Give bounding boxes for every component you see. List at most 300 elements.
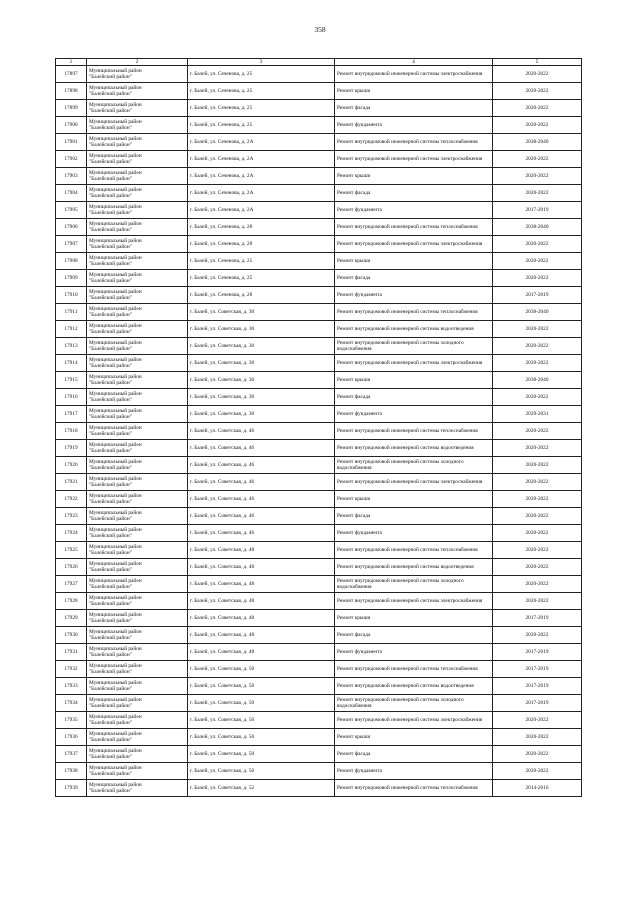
planned-period: 2017-2019	[493, 661, 582, 678]
municipality-type: Муниципальный район	[89, 289, 142, 295]
table-row	[56, 168, 582, 185]
municipality-type: Муниципальный район	[89, 646, 142, 652]
address: г. Балей, ул. Советская, д. 48	[188, 576, 335, 593]
work-type: Ремонт внутридомовой инженерной системы теплоснабжения	[335, 304, 493, 321]
address: г. Балей, ул. Советская, д. 30	[188, 406, 335, 423]
municipality	[87, 644, 188, 661]
work-type: Ремонт фундамента	[335, 117, 493, 134]
address: г. Балей, ул. Советская, д. 50	[188, 695, 335, 712]
planned-period: 2017-2019	[493, 644, 582, 661]
work-type: Ремонт крыши	[335, 253, 493, 270]
municipality	[87, 491, 188, 508]
planned-period: 2020-2022	[493, 253, 582, 270]
table-header-row	[56, 59, 582, 66]
row-number: 17910	[56, 287, 87, 304]
municipality-type: Муниципальный район	[89, 731, 142, 737]
municipality	[87, 474, 188, 491]
municipality	[87, 151, 188, 168]
municipality	[87, 695, 188, 712]
municipality-type: Муниципальный район	[89, 493, 142, 499]
municipality	[87, 100, 188, 117]
municipality-type: Муниципальный район	[89, 221, 142, 227]
work-type: Ремонт крыши	[335, 168, 493, 185]
planned-period: 2038-2040	[493, 304, 582, 321]
planned-period: 2020-2022	[493, 746, 582, 763]
municipality-name: "Балейский район"	[89, 414, 132, 421]
address: г. Балей, ул. Советская, д. 48	[188, 593, 335, 610]
planned-period: 2020-2022	[493, 321, 582, 338]
table-row	[56, 151, 582, 168]
municipality	[87, 440, 188, 457]
table-row	[56, 185, 582, 202]
municipality	[87, 712, 188, 729]
municipality	[87, 202, 188, 219]
row-number: 17904	[56, 185, 87, 202]
municipality-type: Муниципальный район	[89, 527, 142, 533]
work-type: Ремонт внутридомовой инженерной системы электроснабжения	[335, 355, 493, 372]
municipality-name: "Балейский район"	[89, 686, 132, 693]
municipality	[87, 457, 188, 474]
municipality-type: Муниципальный район	[89, 561, 142, 567]
planned-period: 2014-2016	[493, 780, 582, 797]
municipality-name: "Балейский район"	[89, 550, 132, 557]
municipality	[87, 593, 188, 610]
municipality-type: Муниципальный район	[89, 170, 142, 176]
table-row	[56, 729, 582, 746]
address: г. Балей, ул. Советская, д. 30	[188, 389, 335, 406]
municipality	[87, 389, 188, 406]
municipality-name: "Балейский район"	[89, 125, 132, 132]
municipality-name: "Балейский район"	[89, 329, 132, 336]
municipality-name: "Балейский район"	[89, 227, 132, 234]
work-type: Ремонт внутридомовой инженерной системы теплоснабжения	[335, 542, 493, 559]
address: г. Балей, ул. Советская, д. 30	[188, 372, 335, 389]
planned-period: 2020-2022	[493, 440, 582, 457]
address: г. Балей, ул. Советская, д. 50	[188, 746, 335, 763]
row-number: 17898	[56, 83, 87, 100]
municipality-type: Муниципальный район	[89, 323, 142, 329]
work-type: Ремонт внутридомовой инженерной системы холодного водоснабжения	[335, 338, 493, 355]
municipality-type: Муниципальный район	[89, 85, 142, 91]
table-row	[56, 780, 582, 797]
municipality-name: "Балейский район"	[89, 533, 132, 540]
planned-period: 2020-2022	[493, 338, 582, 355]
work-type: Ремонт фундамента	[335, 525, 493, 542]
address: г. Балей, ул. Советская, д. 30	[188, 338, 335, 355]
work-type: Ремонт внутридомовой инженерной системы теплоснабжения	[335, 219, 493, 236]
municipality-type: Муниципальный район	[89, 425, 142, 431]
municipality-name: "Балейский район"	[89, 720, 132, 727]
municipality	[87, 780, 188, 797]
work-type: Ремонт крыши	[335, 729, 493, 746]
municipality-name: "Балейский район"	[89, 482, 132, 489]
municipality-type: Муниципальный район	[89, 68, 142, 74]
row-number: 17908	[56, 253, 87, 270]
row-number: 17921	[56, 474, 87, 491]
municipality-type: Муниципальный район	[89, 476, 142, 482]
table-row	[56, 83, 582, 100]
table-row	[56, 457, 582, 474]
municipality	[87, 610, 188, 627]
municipality-name: "Балейский район"	[89, 771, 132, 778]
table-row	[56, 508, 582, 525]
row-number: 17914	[56, 355, 87, 372]
address: г. Балей, ул. Сеченова, д. 25	[188, 83, 335, 100]
row-number: 17929	[56, 610, 87, 627]
row-number: 17916	[56, 389, 87, 406]
table-row	[56, 695, 582, 712]
municipality-type: Муниципальный район	[89, 306, 142, 312]
planned-period: 2020-2022	[493, 491, 582, 508]
row-number: 17930	[56, 627, 87, 644]
planned-period: 2020-2022	[493, 389, 582, 406]
table-row	[56, 593, 582, 610]
row-number: 17937	[56, 746, 87, 763]
table-row	[56, 372, 582, 389]
work-type: Ремонт внутридомовой инженерной системы электроснабжения	[335, 66, 493, 83]
address: г. Балей, ул. Сеченова, д. 2А	[188, 151, 335, 168]
row-number: 17931	[56, 644, 87, 661]
municipality	[87, 355, 188, 372]
table-row	[56, 491, 582, 508]
address: г. Балей, ул. Советская, д. 46	[188, 491, 335, 508]
row-number: 17936	[56, 729, 87, 746]
address: г. Балей, ул. Советская, д. 50	[188, 712, 335, 729]
work-type: Ремонт внутридомовой инженерной системы холодного водоснабжения	[335, 695, 493, 712]
page-number: 358	[314, 25, 326, 34]
planned-period: 2029-2031	[493, 406, 582, 423]
table-row	[56, 304, 582, 321]
planned-period: 2020-2022	[493, 474, 582, 491]
address: г. Балей, ул. Сеченова, д. 25	[188, 270, 335, 287]
work-type: Ремонт фундамента	[335, 644, 493, 661]
row-number: 17934	[56, 695, 87, 712]
work-type: Ремонт внутридомовой инженерной системы электроснабжения	[335, 474, 493, 491]
planned-period: 2020-2022	[493, 508, 582, 525]
table-row	[56, 406, 582, 423]
municipality	[87, 236, 188, 253]
municipality-name: "Балейский район"	[89, 295, 132, 302]
municipality-type: Муниципальный район	[89, 714, 142, 720]
address: г. Балей, ул. Сеченова, д. 25	[188, 100, 335, 117]
table-row	[56, 423, 582, 440]
municipality-name: "Балейский район"	[89, 431, 132, 438]
address: г. Балей, ул. Советская, д. 46	[188, 440, 335, 457]
table-row	[56, 627, 582, 644]
row-number: 17906	[56, 219, 87, 236]
address: г. Балей, ул. Советская, д. 46	[188, 508, 335, 525]
municipality	[87, 321, 188, 338]
municipality-name: "Балейский район"	[89, 159, 132, 166]
table-row	[56, 678, 582, 695]
municipality	[87, 525, 188, 542]
municipality	[87, 627, 188, 644]
address: г. Балей, ул. Советская, д. 30	[188, 355, 335, 372]
municipality-name: "Балейский район"	[89, 142, 132, 149]
address: г. Балей, ул. Советская, д. 48	[188, 542, 335, 559]
municipality-type: Муниципальный район	[89, 408, 142, 414]
work-type: Ремонт фундамента	[335, 287, 493, 304]
municipality	[87, 542, 188, 559]
address: г. Балей, ул. Сеченова, д. 28	[188, 219, 335, 236]
municipality-name: "Балейский район"	[89, 516, 132, 523]
planned-period: 2017-2019	[493, 202, 582, 219]
municipality-name: "Балейский район"	[89, 788, 132, 795]
row-number: 17923	[56, 508, 87, 525]
address: г. Балей, ул. Советская, д. 50	[188, 763, 335, 780]
column-header: 3	[188, 59, 335, 66]
municipality	[87, 304, 188, 321]
table-row	[56, 576, 582, 593]
address: г. Балей, ул. Советская, д. 48	[188, 610, 335, 627]
row-number: 17933	[56, 678, 87, 695]
table-row	[56, 712, 582, 729]
work-type: Ремонт фасада	[335, 100, 493, 117]
municipality	[87, 219, 188, 236]
municipality-name: "Балейский район"	[89, 618, 132, 625]
work-type: Ремонт внутридомовой инженерной системы холодного водоснабжения	[335, 576, 493, 593]
planned-period: 2020-2022	[493, 236, 582, 253]
planned-period: 2017-2019	[493, 287, 582, 304]
municipality-name: "Балейский район"	[89, 261, 132, 268]
municipality	[87, 134, 188, 151]
work-type: Ремонт внутридомовой инженерной системы холодного водоснабжения	[335, 457, 493, 474]
planned-period: 2017-2019	[493, 695, 582, 712]
work-type: Ремонт внутридомовой инженерной системы водоотведения	[335, 678, 493, 695]
address: г. Балей, ул. Советская, д. 50	[188, 678, 335, 695]
municipality-name: "Балейский район"	[89, 278, 132, 285]
planned-period: 2020-2022	[493, 627, 582, 644]
table-row	[56, 321, 582, 338]
work-type: Ремонт внутридомовой инженерной системы электроснабжения	[335, 712, 493, 729]
work-type: Ремонт фундамента	[335, 763, 493, 780]
municipality-name: "Балейский район"	[89, 584, 132, 591]
work-type: Ремонт внутридомовой инженерной системы электроснабжения	[335, 151, 493, 168]
municipality	[87, 508, 188, 525]
municipality-type: Муниципальный район	[89, 272, 142, 278]
municipality	[87, 559, 188, 576]
municipality-type: Муниципальный район	[89, 204, 142, 210]
municipality	[87, 746, 188, 763]
table-row	[56, 117, 582, 134]
table-row	[56, 270, 582, 287]
work-type: Ремонт крыши	[335, 372, 493, 389]
row-number: 17938	[56, 763, 87, 780]
repair-schedule-table	[55, 58, 582, 797]
municipality-name: "Балейский район"	[89, 363, 132, 370]
municipality-type: Муниципальный район	[89, 136, 142, 142]
row-number: 17939	[56, 780, 87, 797]
table-row	[56, 355, 582, 372]
municipality-name: "Балейский район"	[89, 601, 132, 608]
planned-period: 2038-2040	[493, 219, 582, 236]
work-type: Ремонт фундамента	[335, 406, 493, 423]
planned-period: 2020-2022	[493, 593, 582, 610]
row-number: 17926	[56, 559, 87, 576]
address: г. Балей, ул. Советская, д. 46	[188, 423, 335, 440]
table-row	[56, 763, 582, 780]
address: г. Балей, ул. Советская, д. 52	[188, 780, 335, 797]
row-number: 17922	[56, 491, 87, 508]
address: г. Балей, ул. Советская, д. 50	[188, 661, 335, 678]
planned-period: 2020-2022	[493, 168, 582, 185]
table-row	[56, 100, 582, 117]
municipality-type: Муниципальный район	[89, 629, 142, 635]
work-type: Ремонт фасада	[335, 508, 493, 525]
planned-period: 2020-2022	[493, 151, 582, 168]
municipality	[87, 763, 188, 780]
municipality-type: Муниципальный район	[89, 595, 142, 601]
municipality-type: Муниципальный район	[89, 782, 142, 788]
municipality-name: "Балейский район"	[89, 737, 132, 744]
municipality-type: Муниципальный район	[89, 238, 142, 244]
municipality-name: "Балейский район"	[89, 176, 132, 183]
planned-period: 2020-2022	[493, 559, 582, 576]
work-type: Ремонт внутридомовой инженерной системы электроснабжения	[335, 236, 493, 253]
planned-period: 2020-2022	[493, 83, 582, 100]
table-row	[56, 253, 582, 270]
planned-period: 2020-2022	[493, 355, 582, 372]
table-row	[56, 202, 582, 219]
address: г. Балей, ул. Сеченова, д. 2А	[188, 202, 335, 219]
table-row	[56, 338, 582, 355]
municipality	[87, 661, 188, 678]
table-row	[56, 610, 582, 627]
address: г. Балей, ул. Сеченова, д. 28	[188, 236, 335, 253]
row-number: 17915	[56, 372, 87, 389]
municipality-type: Муниципальный район	[89, 510, 142, 516]
work-type: Ремонт фасада	[335, 185, 493, 202]
municipality	[87, 406, 188, 423]
table-body	[56, 66, 582, 797]
address: г. Балей, ул. Советская, д. 46	[188, 457, 335, 474]
municipality-type: Муниципальный район	[89, 102, 142, 108]
work-type: Ремонт внутридомовой инженерной системы водоотведения	[335, 440, 493, 457]
municipality	[87, 253, 188, 270]
municipality-type: Муниципальный район	[89, 680, 142, 686]
row-number: 17909	[56, 270, 87, 287]
table-row	[56, 287, 582, 304]
work-type: Ремонт крыши	[335, 83, 493, 100]
address: г. Балей, ул. Сеченова, д. 28	[188, 287, 335, 304]
row-number: 17932	[56, 661, 87, 678]
municipality	[87, 423, 188, 440]
planned-period: 2020-2022	[493, 729, 582, 746]
planned-period: 2020-2022	[493, 423, 582, 440]
planned-period: 2020-2022	[493, 66, 582, 83]
column-header: 5	[493, 59, 582, 66]
municipality-type: Муниципальный район	[89, 357, 142, 363]
row-number: 17928	[56, 593, 87, 610]
municipality-name: "Балейский район"	[89, 669, 132, 676]
table-row	[56, 219, 582, 236]
planned-period: 2017-2019	[493, 610, 582, 627]
address: г. Балей, ул. Сеченова, д. 2А	[188, 168, 335, 185]
column-header: 2	[87, 59, 188, 66]
table-row	[56, 661, 582, 678]
row-number: 17918	[56, 423, 87, 440]
planned-period: 2020-2022	[493, 117, 582, 134]
municipality-name: "Балейский район"	[89, 312, 132, 319]
address: г. Балей, ул. Советская, д. 30	[188, 321, 335, 338]
address: г. Балей, ул. Сеченова, д. 25	[188, 117, 335, 134]
municipality-name: "Балейский район"	[89, 567, 132, 574]
work-type: Ремонт крыши	[335, 610, 493, 627]
municipality-type: Муниципальный район	[89, 153, 142, 159]
row-number: 17924	[56, 525, 87, 542]
work-type: Ремонт крыши	[335, 491, 493, 508]
planned-period: 2038-2040	[493, 372, 582, 389]
municipality-type: Муниципальный район	[89, 255, 142, 261]
table-row	[56, 389, 582, 406]
planned-period: 2020-2022	[493, 542, 582, 559]
municipality-type: Муниципальный район	[89, 459, 142, 465]
table-row	[56, 644, 582, 661]
column-header: 4	[335, 59, 493, 66]
municipality-name: "Балейский район"	[89, 210, 132, 217]
row-number: 17903	[56, 168, 87, 185]
row-number: 17919	[56, 440, 87, 457]
municipality	[87, 678, 188, 695]
municipality-name: "Балейский район"	[89, 448, 132, 455]
municipality-type: Муниципальный район	[89, 119, 142, 125]
municipality	[87, 372, 188, 389]
municipality-name: "Балейский район"	[89, 397, 132, 404]
address: г. Балей, ул. Сеченова, д. 2А	[188, 134, 335, 151]
municipality-type: Муниципальный район	[89, 187, 142, 193]
municipality-name: "Балейский район"	[89, 703, 132, 710]
table-row	[56, 559, 582, 576]
row-number: 17925	[56, 542, 87, 559]
row-number: 17900	[56, 117, 87, 134]
address: г. Балей, ул. Сеченова, д. 25	[188, 66, 335, 83]
municipality-name: "Балейский район"	[89, 346, 132, 353]
planned-period: 2020-2022	[493, 270, 582, 287]
municipality	[87, 83, 188, 100]
work-type: Ремонт внутридомовой инженерной системы теплоснабжения	[335, 134, 493, 151]
row-number: 17912	[56, 321, 87, 338]
planned-period: 2020-2022	[493, 525, 582, 542]
row-number: 17905	[56, 202, 87, 219]
municipality-name: "Балейский район"	[89, 754, 132, 761]
row-number: 17917	[56, 406, 87, 423]
municipality	[87, 338, 188, 355]
row-number: 17899	[56, 100, 87, 117]
row-number: 17902	[56, 151, 87, 168]
municipality-name: "Балейский район"	[89, 635, 132, 642]
work-type: Ремонт внутридомовой инженерной системы теплоснабжения	[335, 780, 493, 797]
municipality	[87, 270, 188, 287]
municipality-name: "Балейский район"	[89, 652, 132, 659]
address: г. Балей, ул. Советская, д. 48	[188, 559, 335, 576]
municipality-name: "Балейский район"	[89, 380, 132, 387]
work-type: Ремонт фасада	[335, 627, 493, 644]
planned-period: 2020-2022	[493, 712, 582, 729]
table-row	[56, 746, 582, 763]
municipality	[87, 576, 188, 593]
row-number: 17911	[56, 304, 87, 321]
municipality-name: "Балейский район"	[89, 91, 132, 98]
address: г. Балей, ул. Сеченова, д. 2А	[188, 185, 335, 202]
municipality-type: Муниципальный район	[89, 442, 142, 448]
table-row	[56, 525, 582, 542]
municipality	[87, 185, 188, 202]
row-number: 17920	[56, 457, 87, 474]
municipality	[87, 729, 188, 746]
municipality-type: Муниципальный район	[89, 663, 142, 669]
work-type: Ремонт фасада	[335, 270, 493, 287]
address: г. Балей, ул. Советская, д. 46	[188, 474, 335, 491]
